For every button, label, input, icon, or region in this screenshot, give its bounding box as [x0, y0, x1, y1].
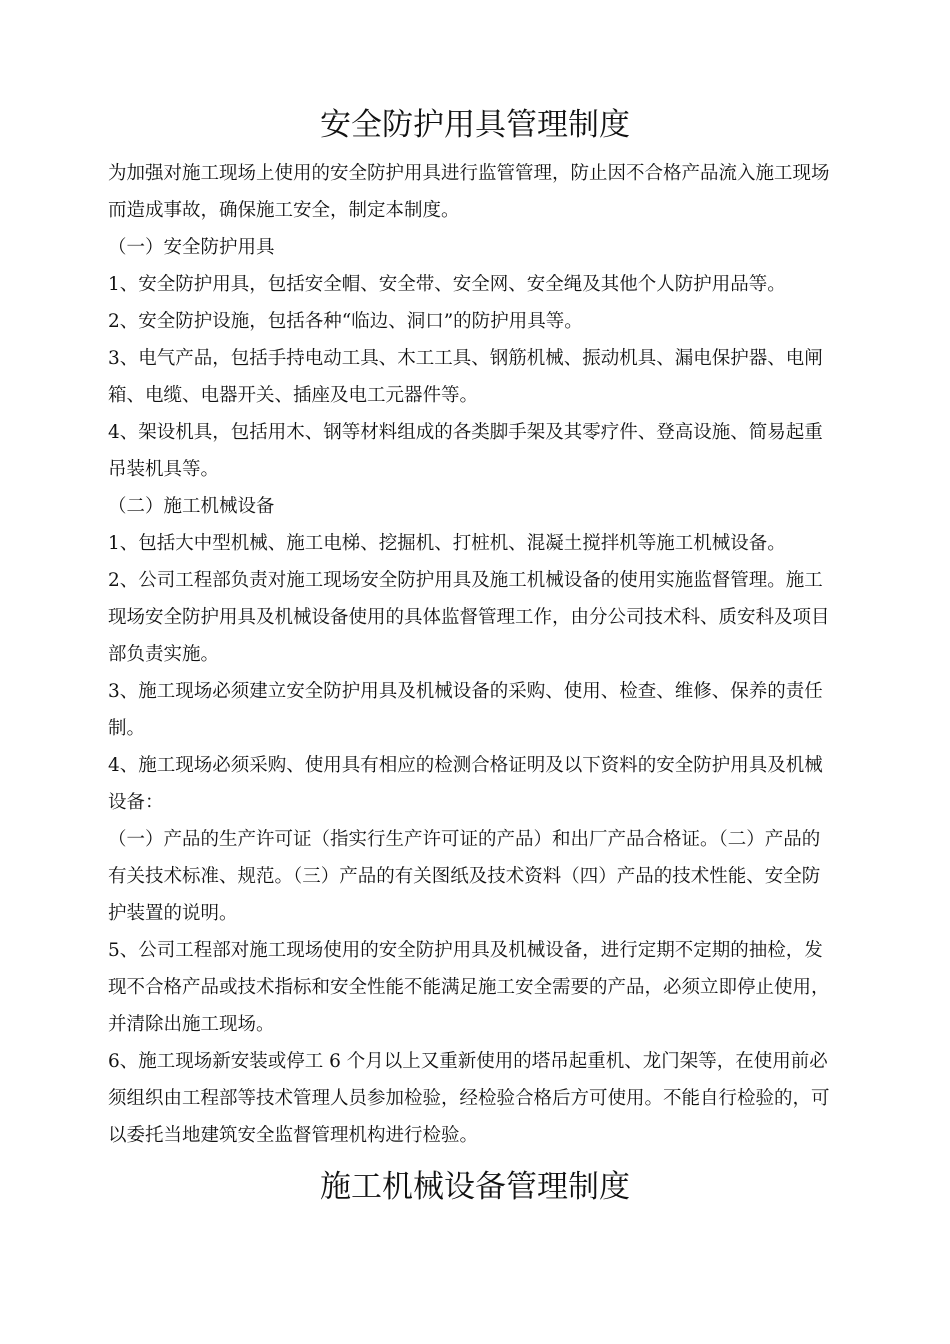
paragraph-line: 有关技术标准、规范。（三）产品的有关图纸及技术资料（四）产品的技术性能、安全防: [108, 866, 821, 887]
paragraph: [108, 488, 856, 525]
paragraph-line: 2、安全防护设施，包括各种“临边、洞口”的防护用具等。: [108, 311, 583, 332]
paragraph: [108, 303, 856, 340]
paragraph-line: 制。: [108, 718, 146, 739]
paragraph-line: 5、公司工程部对施工现场使用的安全防护用具及机械设备，进行定期不定期的抽检，发: [108, 940, 823, 961]
paragraph-line: （一）产品的生产许可证（指实行生产许可证的产品）和出厂产品合格证。（二）产品的: [108, 829, 821, 850]
paragraph-line: 并清除出施工现场。: [108, 1014, 275, 1035]
paragraph-line: 设备：: [108, 792, 164, 813]
paragraph: [108, 155, 856, 229]
paragraph-line: 现不合格产品或技术指标和安全性能不能满足施工安全需要的产品，必须立即停止使用，: [108, 977, 830, 998]
paragraph-line: 4、施工现场必须采购、使用具有相应的检测合格证明及以下资料的安全防护用具及机械: [108, 755, 823, 776]
paragraph-line: 护装置的说明。: [108, 903, 238, 924]
paragraph: [108, 747, 856, 821]
paragraph: [108, 562, 856, 673]
paragraph: [108, 932, 856, 1043]
paragraph: [108, 525, 856, 562]
paragraph-line: 为加强对施工现场上使用的安全防护用具进行监管管理，防止因不合格产品流入施工现场: [108, 163, 830, 184]
section-title: 施工机械设备管理制度: [320, 1169, 630, 1205]
paragraph-line: 2、公司工程部负责对施工现场安全防护用具及施工机械设备的使用实施监督管理。施工: [108, 570, 823, 591]
paragraph: [108, 821, 856, 932]
paragraph-line: 箱、电缆、电器开关、插座及电工元器件等。: [108, 385, 479, 406]
paragraph-line: 1、安全防护用具，包括安全帽、安全带、安全网、安全绳及其他个人防护用品等。: [108, 274, 786, 295]
page-title: 安全防护用具管理制度: [320, 107, 630, 143]
paragraph-line: （二）施工机械设备: [108, 496, 275, 517]
paragraph: [108, 266, 856, 303]
paragraph: [108, 229, 856, 266]
paragraph-line: 6、施工现场新安装或停工 6 个月以上又重新使用的塔吊起重机、龙门架等，在使用前必: [108, 1051, 828, 1072]
paragraph-line: 4、架设机具，包括用木、钢等材料组成的各类脚手架及其零疗件、登高设施、简易起重: [108, 422, 823, 443]
paragraph: [108, 340, 856, 414]
paragraph-line: 而造成事故，确保施工安全，制定本制度。: [108, 200, 460, 221]
paragraph-line: 1、包括大中型机械、施工电梯、挖掘机、打桩机、混凝土搅拌机等施工机械设备。: [108, 533, 786, 554]
paragraph-line: 吊装机具等。: [108, 459, 220, 480]
paragraph: [108, 1043, 856, 1154]
paragraph: [108, 673, 856, 747]
paragraph-line: （一）安全防护用具: [108, 237, 275, 258]
paragraph-line: 以委托当地建筑安全监督管理机构进行检验。: [108, 1125, 479, 1146]
paragraph-line: 3、电气产品，包括手持电动工具、木工工具、钢筋机械、振动机具、漏电保护器、电闸: [108, 348, 823, 369]
paragraph-line: 部负责实施。: [108, 644, 220, 665]
document-body: [108, 155, 856, 1154]
paragraph-line: 现场安全防护用具及机械设备使用的具体监督管理工作，由分公司技术科、质安科及项目: [108, 607, 830, 628]
paragraph-line: 须组织由工程部等技术管理人员参加检验，经检验合格后方可使用。不能自行检验的，可: [108, 1088, 830, 1109]
paragraph-line: 3、施工现场必须建立安全防护用具及机械设备的采购、使用、检查、维修、保养的责任: [108, 681, 823, 702]
paragraph: [108, 414, 856, 488]
